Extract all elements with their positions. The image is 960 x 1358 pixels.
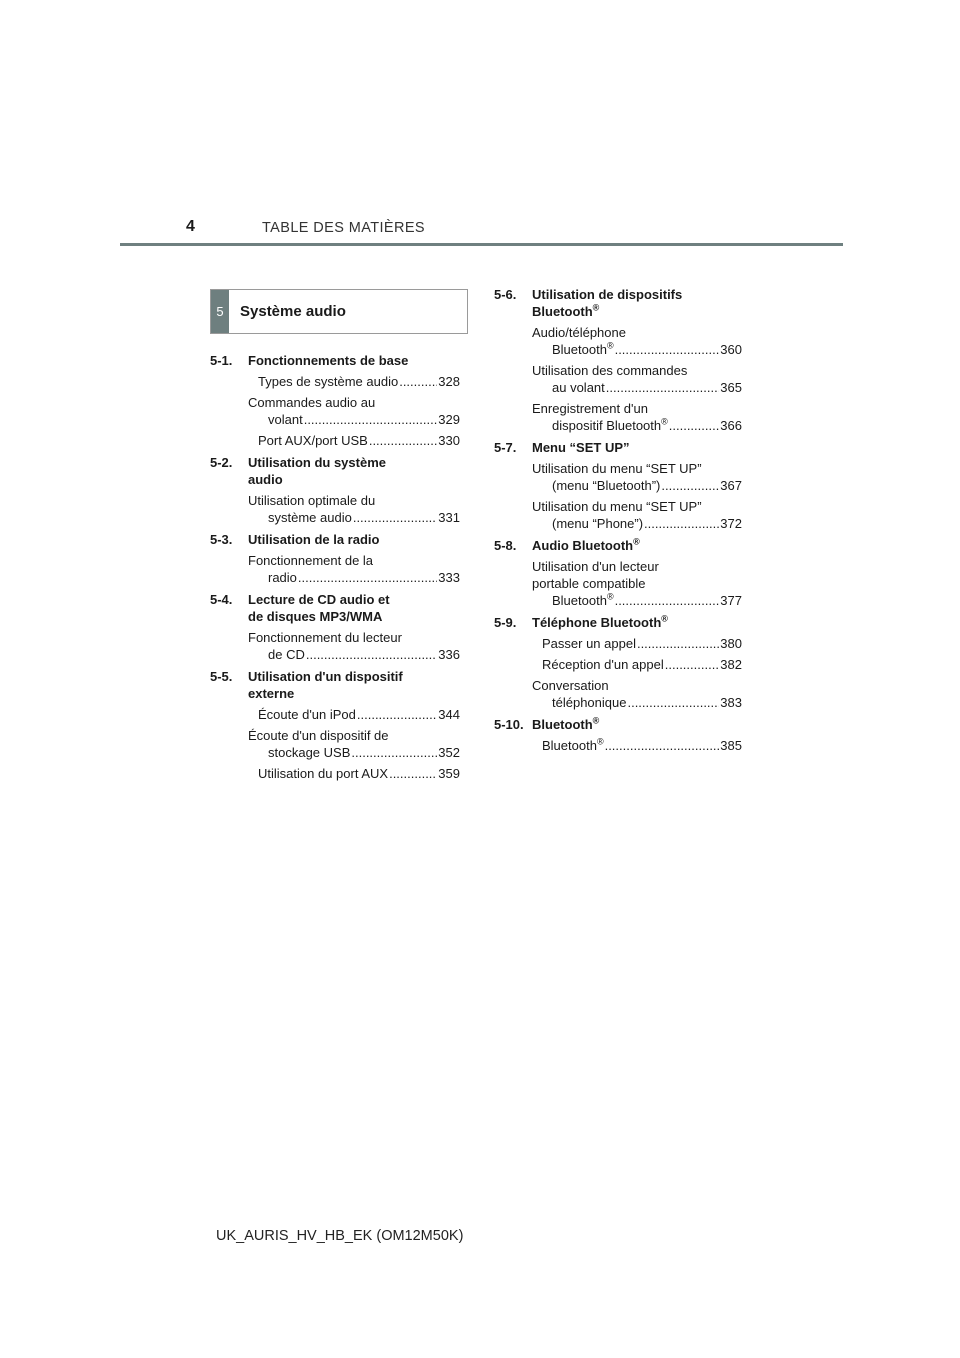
toc-entry-text-line: portable compatible [532, 576, 646, 591]
dot-leader [298, 569, 437, 586]
toc-section-number: 5-9. [494, 615, 517, 630]
toc-entry-title: volant [268, 412, 303, 427]
toc-section-title-line: Téléphone Bluetooth® [532, 613, 668, 630]
toc-section-number: 5-4. [210, 592, 233, 607]
toc-entry-page: 331 [438, 510, 460, 525]
dot-leader [644, 515, 719, 532]
dot-leader [661, 477, 719, 494]
toc-section-title [532, 537, 742, 554]
toc-entry-title: (menu “Bluetooth”) [552, 478, 661, 493]
toc-section-title-line: Bluetooth® [532, 715, 600, 732]
toc-section-title-line: Utilisation du système [248, 455, 386, 470]
dot-leader [605, 737, 720, 754]
toc-entry-title: Réception d'un appel [542, 657, 664, 672]
toc-entry[interactable] [532, 362, 742, 396]
toc-entry-page: 377 [720, 593, 742, 608]
toc-entry-page: 329 [438, 412, 460, 427]
toc-section-title-line: externe [248, 686, 295, 701]
dot-leader [357, 706, 437, 723]
section-number-tab: 5 [211, 290, 229, 333]
toc-section-title [532, 286, 742, 320]
toc-entry[interactable] [532, 656, 742, 673]
toc-section [494, 286, 742, 434]
toc-entry-title: Bluetooth® [552, 340, 614, 357]
toc-entry[interactable] [248, 432, 460, 449]
toc-section [210, 352, 460, 449]
toc-entry-title: (menu “Phone”) [552, 516, 644, 531]
toc-section-number: 5-5. [210, 669, 233, 684]
toc-section-heading [210, 668, 460, 702]
dot-leader [627, 694, 719, 711]
section-box [210, 289, 468, 334]
toc-section-title [532, 716, 742, 733]
toc-section-heading [494, 286, 742, 320]
toc-entry[interactable] [532, 558, 742, 609]
toc-entry-title: au volant [552, 380, 605, 395]
toc-section-number: 5-8. [494, 538, 517, 553]
toc-entry[interactable] [248, 727, 460, 761]
toc-entry-title: stockage USB [268, 745, 351, 760]
toc-entry-page: 328 [438, 374, 460, 389]
toc-section-title [248, 531, 460, 548]
toc-section-heading [494, 614, 742, 631]
toc-entry-text-line: Utilisation du menu “SET UP” [532, 499, 702, 514]
toc-section-title [248, 591, 460, 625]
toc-entry-title: radio [268, 570, 297, 585]
header-rule [120, 243, 843, 246]
toc-section-title-line: Utilisation de dispositifs [532, 287, 683, 302]
dot-leader [637, 635, 719, 652]
toc-entry-page: 360 [720, 342, 742, 357]
toc-section-heading [210, 352, 460, 369]
toc-entry[interactable] [248, 629, 460, 663]
toc-section-heading [494, 716, 742, 733]
toc-entry[interactable] [532, 635, 742, 652]
toc-section [210, 454, 460, 526]
toc-section-title-line: Lecture de CD audio et [248, 592, 390, 607]
toc-section-number: 5-7. [494, 440, 517, 455]
toc-section [494, 439, 742, 532]
toc-entry-page: 344 [438, 707, 460, 722]
toc-entry[interactable] [532, 324, 742, 358]
toc-entry-title: dispositif Bluetooth® [552, 416, 668, 433]
toc-entry-text-line: Utilisation des commandes [532, 363, 688, 378]
toc-entry-page: 382 [720, 657, 742, 672]
toc-section-heading [494, 537, 742, 554]
toc-entry-title: Utilisation du port AUX [258, 766, 389, 781]
toc-section-title [248, 454, 460, 488]
dot-leader [665, 656, 720, 673]
toc-section-title-line: audio [248, 472, 283, 487]
dot-leader [353, 509, 437, 526]
toc-entry-page: 366 [720, 418, 742, 433]
toc-section-number: 5-1. [210, 353, 233, 368]
toc-section-title [248, 352, 460, 369]
toc-section-number: 5-2. [210, 455, 233, 470]
toc-entry[interactable] [532, 460, 742, 494]
toc-entry-title: système audio [268, 510, 352, 525]
header-title: TABLE DES MATIÈRES [262, 220, 425, 236]
dot-leader [304, 411, 438, 428]
toc-entry-title: Écoute d'un iPod [258, 707, 356, 722]
toc-entry-text-line: Écoute d'un dispositif de [248, 728, 389, 743]
dot-leader [615, 592, 720, 609]
toc-section [494, 614, 742, 711]
toc-section-title-line: Utilisation d'un dispositif [248, 669, 403, 684]
dot-leader [351, 744, 437, 761]
toc-section [210, 591, 460, 663]
toc-entry-page: 380 [720, 636, 742, 651]
toc-section-title-line: Fonctionnements de base [248, 353, 409, 368]
dot-leader [306, 646, 437, 663]
toc-entry-text-line: Utilisation du menu “SET UP” [532, 461, 702, 476]
dot-leader [389, 765, 437, 782]
toc-entry[interactable] [532, 737, 742, 754]
toc-entry-title: Passer un appel [542, 636, 636, 651]
toc-left-column [210, 352, 460, 787]
toc-section [210, 531, 460, 586]
section-title: Système audio [240, 303, 346, 320]
dot-leader [399, 373, 437, 390]
toc-section [494, 537, 742, 609]
toc-section-heading [210, 531, 460, 548]
toc-entry-title: téléphonique [552, 695, 627, 710]
toc-entry[interactable] [248, 373, 460, 390]
toc-entry-title: Bluetooth® [542, 736, 604, 753]
toc-section-number: 5-6. [494, 287, 517, 302]
toc-entry-page: 385 [720, 738, 742, 753]
toc-entry-page: 333 [438, 570, 460, 585]
toc-entry[interactable] [248, 492, 460, 526]
page-number: 4 [186, 218, 195, 235]
toc-entry[interactable] [532, 677, 742, 711]
toc-section-title-line: Audio Bluetooth® [532, 536, 640, 553]
toc-section-number: 5-3. [210, 532, 233, 547]
toc-section-title-line: Bluetooth® [532, 302, 600, 319]
toc-section-number: 5-10. [494, 717, 524, 732]
toc-section-heading [210, 454, 460, 488]
toc-entry-text-line: Conversation [532, 678, 609, 693]
toc-section-title [248, 668, 460, 702]
toc-entry-page: 383 [720, 695, 742, 710]
toc-entry[interactable] [248, 706, 460, 723]
toc-section [210, 668, 460, 782]
toc-entry[interactable] [248, 394, 460, 428]
dot-leader [615, 341, 720, 358]
toc-entry[interactable] [532, 400, 742, 434]
toc-entry-title: Bluetooth® [552, 591, 614, 608]
toc-entry-page: 359 [438, 766, 460, 781]
toc-right-column [494, 286, 742, 759]
toc-section-heading [210, 591, 460, 625]
toc-entry-title: Types de système audio [258, 374, 399, 389]
toc-section-title-line: Utilisation de la radio [248, 532, 380, 547]
toc-entry-text-line: Enregistrement d'un [532, 401, 648, 416]
footer-code: UK_AURIS_HV_HB_EK (OM12M50K) [216, 1228, 464, 1244]
toc-section-heading [494, 439, 742, 456]
toc-entry-text-line: Utilisation d'un lecteur [532, 559, 659, 574]
toc-entry-text-line: Audio/téléphone [532, 325, 626, 340]
toc-entry-page: 367 [720, 478, 742, 493]
toc-entry-text-line: Fonctionnement de la [248, 553, 374, 568]
toc-section-title-line: Menu “SET UP” [532, 440, 630, 455]
toc-entry-page: 372 [720, 516, 742, 531]
dot-leader [606, 379, 720, 396]
toc-entry-page: 330 [438, 433, 460, 448]
toc-section-title [532, 439, 742, 456]
toc-entry-page: 336 [438, 647, 460, 662]
toc-entry[interactable] [532, 498, 742, 532]
toc-entry-text-line: Fonctionnement du lecteur [248, 630, 402, 645]
toc-entry-title: de CD [268, 647, 305, 662]
toc-entry[interactable] [248, 765, 460, 782]
toc-section-title [532, 614, 742, 631]
toc-entry-text-line: Commandes audio au [248, 395, 376, 410]
toc-entry-page: 365 [720, 380, 742, 395]
dot-leader [669, 417, 720, 434]
toc-entry-text-line: Utilisation optimale du [248, 493, 376, 508]
dot-leader [369, 432, 437, 449]
toc-entry-title: Port AUX/port USB [258, 433, 368, 448]
toc-entry[interactable] [248, 552, 460, 586]
toc-entry-page: 352 [438, 745, 460, 760]
toc-section [494, 716, 742, 754]
toc-section-title-line: de disques MP3/WMA [248, 609, 383, 624]
